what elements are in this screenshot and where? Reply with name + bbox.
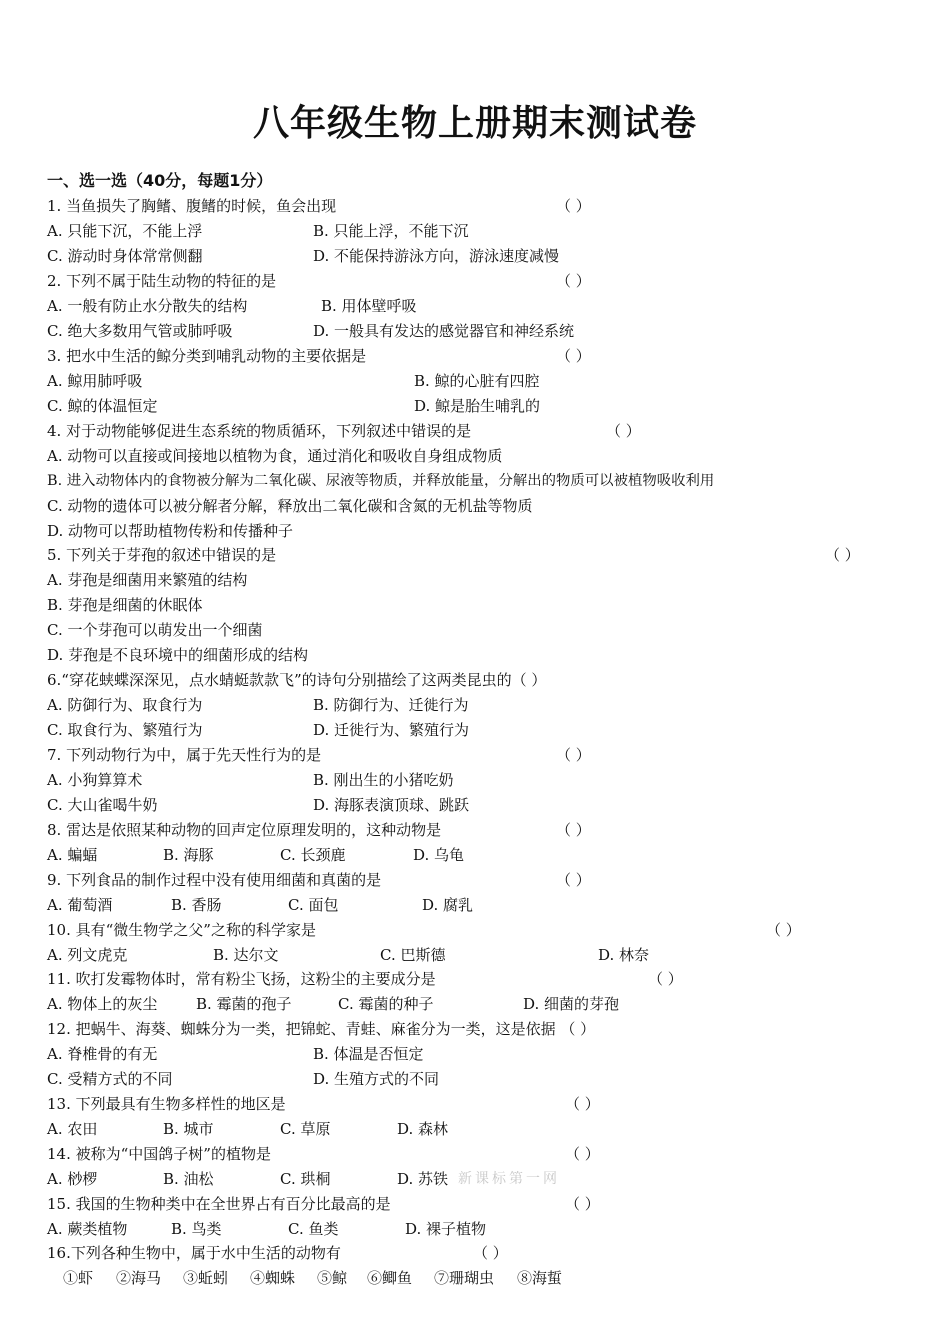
question-2-stem: 2. 下列不属于陆生动物的特征的是 [47, 272, 277, 290]
question-11-stem: 11. 吹打发霉物体时，常有粉尘飞扬，这粉尘的主要成分是 [47, 970, 436, 988]
option-d: D. 迁徙行为、繁殖行为 [313, 721, 470, 739]
option-d: D. 苏铁 [397, 1170, 449, 1188]
question-10-stem: 10. 具有“微生物学之父”之称的科学家是 [47, 921, 316, 939]
option-a: A. 一般有防止水分散失的结构 [47, 297, 248, 315]
option-a: A. 芽孢是细菌用来繁殖的结构 [47, 571, 248, 589]
option-d: D. 动物可以帮助植物传粉和传播种子 [47, 522, 294, 540]
option-d: D. 生殖方式的不同 [313, 1070, 440, 1088]
option-b: B. 霉菌的孢子 [196, 995, 292, 1013]
option-c: C. 面包 [288, 896, 339, 914]
option-b: B. 城市 [163, 1120, 214, 1138]
answer-blank[interactable]: （ ） [556, 746, 591, 764]
option-b: B. 体温是否恒定 [313, 1045, 424, 1063]
option-b: B. 刚出生的小猪吃奶 [313, 771, 454, 789]
question-4-stem: 4. 对于动物能够促进生态系统的物质循环，下列叙述中错误的是 [47, 422, 472, 440]
option-d: D. 芽孢是不良环境中的细菌形成的结构 [47, 646, 309, 664]
option-d: D. 鲸是胎生哺乳的 [414, 397, 541, 415]
option-c: C. 游动时身体常常侧翻 [47, 247, 203, 265]
option-a: A. 桫椤 [47, 1170, 98, 1188]
question-14-stem: 14. 被称为“中国鸽子树”的植物是 [47, 1145, 271, 1163]
question-8-stem: 8. 雷达是依照某种动物的回声定位原理发明的，这种动物是 [47, 821, 442, 839]
option-a: A. 物体上的灰尘 [47, 995, 158, 1013]
option-b: B. 油松 [163, 1170, 214, 1188]
answer-blank[interactable]: （ ） [473, 1244, 508, 1262]
list-item: ①虾 [63, 1269, 94, 1287]
option-b: B. 芽孢是细菌的休眠体 [47, 596, 203, 614]
question-5-stem: 5. 下列关于芽孢的叙述中错误的是 [47, 546, 277, 564]
list-item: ⑧海蜇 [517, 1269, 563, 1287]
list-item: ⑤鲸 [317, 1269, 348, 1287]
option-d: D. 裸子植物 [405, 1220, 487, 1238]
watermark: 新课标第一网 [458, 1171, 560, 1187]
list-item: ⑦珊瑚虫 [434, 1269, 495, 1287]
option-a: A. 防御行为、取食行为 [47, 696, 203, 714]
option-c: C. 取食行为、繁殖行为 [47, 721, 203, 739]
option-a: A. 小狗算算术 [47, 771, 143, 789]
option-d: D. 细菌的芽孢 [523, 995, 620, 1013]
answer-blank[interactable]: （ ） [556, 272, 591, 290]
option-a: A. 葡萄酒 [47, 896, 113, 914]
option-d: D. 乌龟 [413, 846, 465, 864]
option-b: B. 进入动物体内的食物被分解为二氧化碳、尿液等物质，并释放能量，分解出的物质可以被植物吸收利用 [47, 473, 715, 489]
option-b: B. 海豚 [163, 846, 214, 864]
list-item: ⑥鲫鱼 [367, 1269, 413, 1287]
option-c: C. 动物的遗体可以被分解者分解，释放出二氧化碳和含氮的无机盐等物质 [47, 497, 533, 515]
question-6-stem: 6.“穿花蛱蝶深深见，点水蜻蜓款款飞”的诗句分别描绘了这两类昆虫的（ ） [47, 671, 547, 689]
option-a: A. 只能下沉，不能上浮 [47, 222, 203, 240]
option-c: C. 受精方式的不同 [47, 1070, 173, 1088]
answer-blank[interactable]: （ ） [556, 197, 591, 215]
option-d: D. 海豚表演顶球、跳跃 [313, 796, 470, 814]
answer-blank[interactable]: （ ） [565, 1195, 600, 1213]
question-9-stem: 9. 下列食品的制作过程中没有使用细菌和真菌的是 [47, 871, 382, 889]
question-3-stem: 3. 把水中生活的鲸分类到哺乳动物的主要依据是 [47, 347, 367, 365]
option-b: B. 只能上浮，不能下沉 [313, 222, 469, 240]
option-c: C. 草原 [280, 1120, 331, 1138]
answer-blank[interactable]: （ ） [565, 1095, 600, 1113]
question-15-stem: 15. 我国的生物种类中在全世界占有百分比最高的是 [47, 1195, 391, 1213]
option-c: C. 珙桐 [280, 1170, 331, 1188]
option-a: A. 蕨类植物 [47, 1220, 128, 1238]
page-title: 八年级生物上册期末测试卷 [252, 103, 697, 144]
question-1-stem: 1. 当鱼损失了胸鳍、腹鳍的时候，鱼会出现 [47, 197, 337, 215]
option-b: B. 鸟类 [171, 1220, 222, 1238]
option-d: D. 森林 [397, 1120, 449, 1138]
option-c: C. 霉菌的种子 [338, 995, 434, 1013]
option-c: C. 长颈鹿 [280, 846, 346, 864]
option-a: A. 鲸用肺呼吸 [47, 372, 143, 390]
option-c: C. 巴斯德 [380, 946, 446, 964]
option-c: C. 一个芽孢可以萌发出一个细菌 [47, 621, 263, 639]
answer-blank[interactable]: （ ） [606, 422, 641, 440]
option-a: A. 蝙蝠 [47, 846, 98, 864]
option-d: D. 腐乳 [422, 896, 474, 914]
option-d: D. 一般具有发达的感觉器官和神经系统 [313, 322, 575, 340]
answer-blank[interactable]: （ ） [825, 546, 860, 564]
option-b: B. 香肠 [171, 896, 222, 914]
list-item: ④蜘蛛 [250, 1269, 296, 1287]
option-c: C. 鲸的体温恒定 [47, 397, 158, 415]
answer-blank[interactable]: （ ） [766, 921, 801, 939]
answer-blank[interactable]: （ ） [556, 821, 591, 839]
option-d: D. 林奈 [598, 946, 650, 964]
option-a: A. 脊椎骨的有无 [47, 1045, 158, 1063]
option-a: A. 动物可以直接或间接地以植物为食，通过消化和吸收自身组成物质 [47, 447, 503, 465]
list-item: ③蚯蚓 [183, 1269, 229, 1287]
answer-blank[interactable]: （ ） [556, 347, 591, 365]
question-13-stem: 13. 下列最具有生物多样性的地区是 [47, 1095, 286, 1113]
list-item: ②海马 [116, 1269, 162, 1287]
answer-blank[interactable]: （ ） [648, 970, 683, 988]
answer-blank[interactable]: （ ） [556, 871, 591, 889]
option-c: C. 绝大多数用气管或肺呼吸 [47, 322, 233, 340]
option-a: A. 农田 [47, 1120, 98, 1138]
option-b: B. 鲸的心脏有四腔 [414, 372, 540, 390]
option-a: A. 列文虎克 [47, 946, 128, 964]
section-heading: 一、选一选（40分，每题1分） [47, 171, 273, 190]
option-b: B. 用体壁呼吸 [321, 297, 417, 315]
answer-blank[interactable]: （ ） [565, 1145, 600, 1163]
option-c: C. 鱼类 [288, 1220, 339, 1238]
option-b: B. 达尔文 [213, 946, 279, 964]
option-c: C. 大山雀喝牛奶 [47, 796, 158, 814]
question-7-stem: 7. 下列动物行为中，属于先天性行为的是 [47, 746, 322, 764]
option-d: D. 不能保持游泳方向，游泳速度减慢 [313, 247, 560, 265]
question-16-stem: 16.下列各种生物中，属于水中生活的动物有 [47, 1244, 341, 1262]
option-b: B. 防御行为、迁徙行为 [313, 696, 469, 714]
question-12-stem: 12. 把蜗牛、海葵、蜘蛛分为一类，把锦蛇、青蛙、麻雀分为一类，这是依据 （ ） [47, 1020, 596, 1038]
